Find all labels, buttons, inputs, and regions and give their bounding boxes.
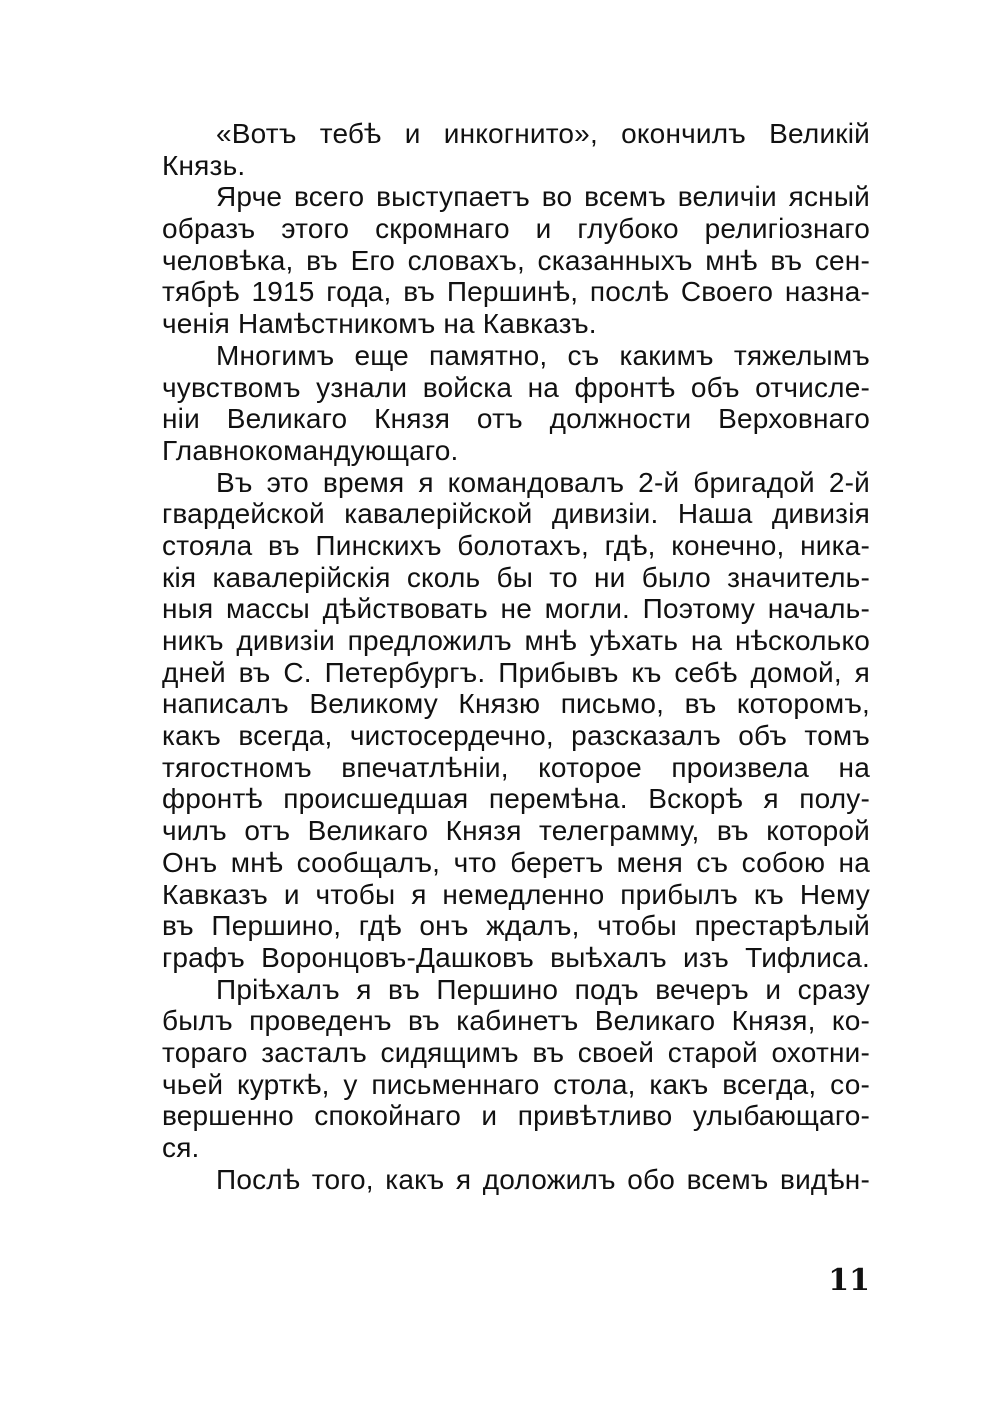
text-line: Пріѣхалъ я въ Першино подъ вечеръ и сразу — [216, 973, 870, 1005]
text-line: ся. — [162, 1132, 200, 1163]
text-line: тябрѣ 1915 года, въ Першинѣ, послѣ Своего назна- — [162, 276, 870, 308]
text-line: какъ всегда, чистосердечно, разсказалъ объ томъ — [162, 720, 870, 752]
page-number: 11 — [828, 1263, 870, 1298]
text-line: Князь. — [162, 149, 246, 181]
text-line: кія кавалерійскія сколь бы то ни было значитель- — [162, 561, 870, 593]
text-line: дней въ С. Петербургъ. Прибывъ къ себѣ домой, я — [162, 656, 870, 688]
text-line: человѣка, въ Его словахъ, сказанныхъ мнѣ въ сен- — [162, 244, 870, 276]
text-line: написалъ Великому Князю письмо, въ которомъ, — [162, 688, 870, 720]
body-text — [162, 118, 870, 1195]
text-line: Многимъ еще памятно, съ какимъ тяжелымъ — [216, 339, 870, 371]
text-line: Ярче всего выступаетъ во всемъ величіи ясный — [216, 181, 870, 213]
text-line: ныя массы дѣйствовать не могли. Поэтому началь- — [162, 593, 870, 625]
text-line: Главнокомандующаго. — [162, 434, 459, 466]
text-line: вершенно спокойнаго и привѣтливо улыбающаго- — [162, 1100, 870, 1132]
text-line: образъ этого скромнаго и глубоко религіознаго — [162, 213, 870, 245]
text-line: Въ это время я командовалъ 2-й бригадой 2-й — [216, 466, 870, 498]
text-line: ніи Великаго Князя отъ должности Верховнаго — [162, 403, 870, 435]
text-line: графъ Воронцовъ-Дашковъ выѣхалъ изъ Тифлиса. — [162, 941, 870, 973]
text-line: «Вотъ тебѣ и инкогнито», окончилъ Великій — [216, 118, 870, 149]
text-line: Послѣ того, какъ я доложилъ обо всемъ видѣн- — [216, 1163, 870, 1195]
text-line: чувствомъ узнали войска на фронтѣ объ отчисле- — [162, 371, 870, 403]
text-line: фронтѣ происшедшая перемѣна. Вскорѣ я полу- — [162, 783, 870, 815]
text-line: чьей курткѣ, у письменнаго стола, какъ всегда, со- — [162, 1068, 870, 1100]
text-line: Онъ мнѣ сообщалъ, что беретъ меня съ собою на — [162, 846, 870, 878]
text-line: былъ проведенъ въ кабинетъ Великаго Князя, ко- — [162, 1005, 870, 1037]
text-line: стояла въ Пинскихъ болотахъ, гдѣ, конечно, ника- — [162, 529, 870, 561]
text-line: чилъ отъ Великаго Князя телеграмму, въ которой — [162, 815, 870, 847]
text-line: никъ дивизіи предложилъ мнѣ уѣхать на нѣсколько — [162, 625, 870, 656]
text-line: въ Першино, гдѣ онъ ждалъ, чтобы престарѣлый — [162, 910, 870, 942]
text-line: тораго засталъ сидящимъ въ своей старой охотни- — [162, 1036, 870, 1068]
text-line: гвардейской кавалерійской дивизіи. Наша дивизія — [162, 498, 870, 530]
text-line: Кавказъ и чтобы я немедленно прибылъ къ Нему — [162, 878, 870, 910]
text-line: тягостномъ впечатлѣніи, которое произвела на — [162, 751, 870, 783]
text-line: ченія Намѣстникомъ на Кавказъ. — [162, 308, 597, 340]
